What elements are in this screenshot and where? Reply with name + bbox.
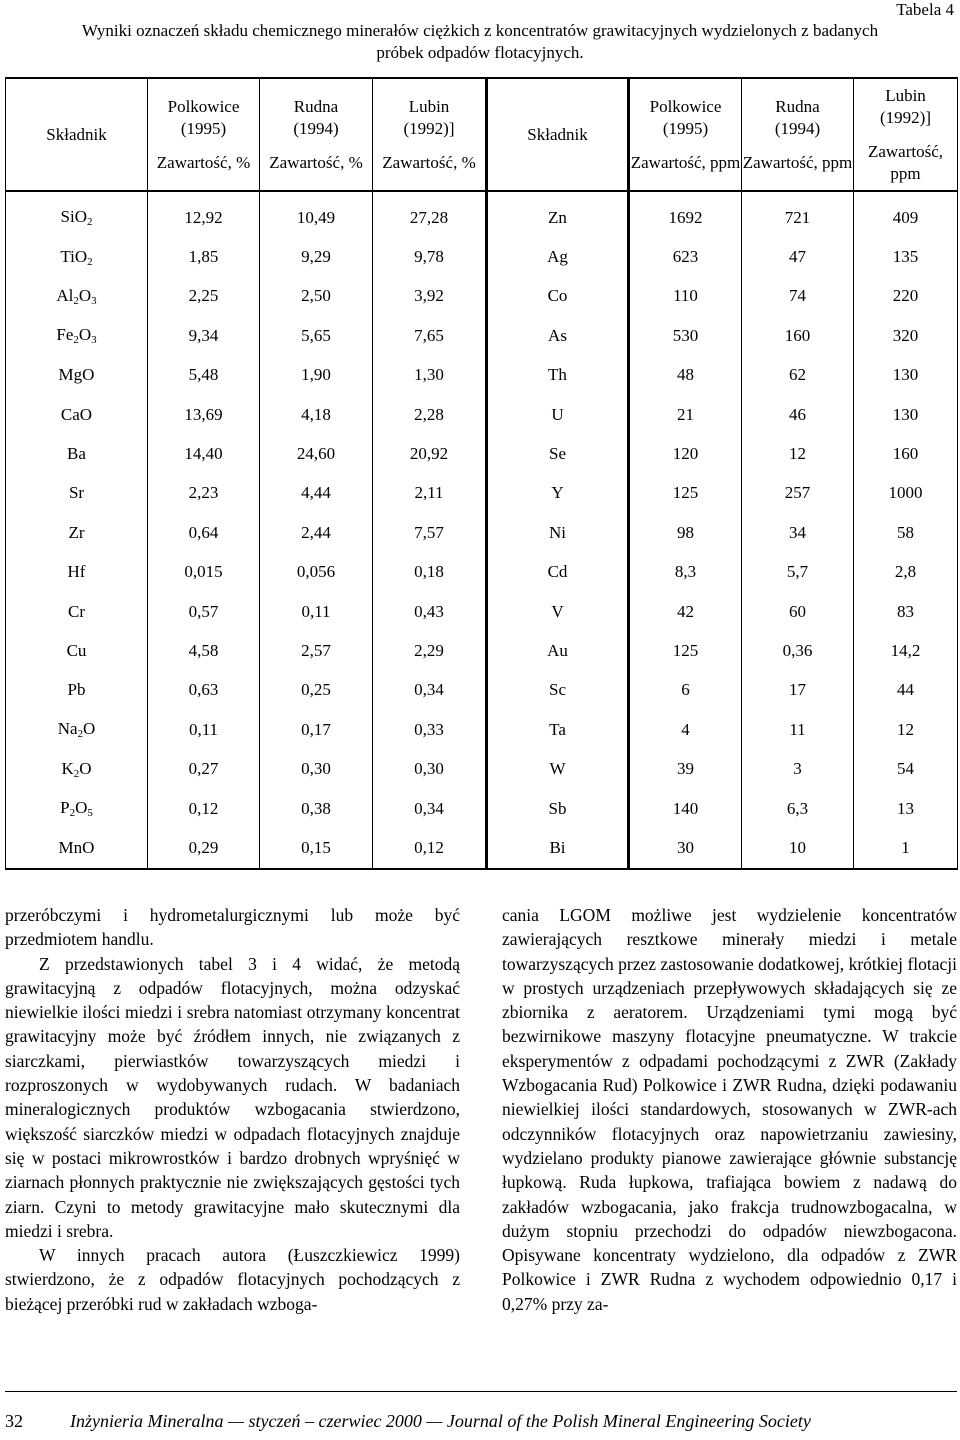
value-cell: 0,38 xyxy=(260,789,373,828)
component-cell: Co xyxy=(487,277,629,316)
value-cell: 0,64 xyxy=(148,513,260,552)
value-cell: 0,34 xyxy=(373,789,487,828)
component-cell: As xyxy=(487,316,629,355)
component-cell: Th xyxy=(487,356,629,395)
table-row xyxy=(6,592,958,631)
body-column-right xyxy=(502,903,957,1316)
value-cell: 58 xyxy=(854,513,958,552)
header-group: Polkowice (1995) Zawartość, ppm xyxy=(629,78,742,191)
value-cell: 10,49 xyxy=(260,191,373,237)
paragraph: W innych pracach autora (Łuszczkiewicz 1999) stwierdzono, że z odpadów flotacyjnych pochodzących z bieżącej przeróbki rud w zakładach wzboga- xyxy=(5,1245,460,1314)
value-cell: 62 xyxy=(742,356,854,395)
value-cell: 83 xyxy=(854,592,958,631)
header-group: Rudna (1994) Zawartość, ppm xyxy=(742,78,854,191)
component-cell: $Na_2O$ xyxy=(6,710,148,749)
paragraph: przeróbczymi i hydrometalurgicznymi lub może być przedmiotem handlu. xyxy=(5,905,460,950)
table-row xyxy=(6,356,958,395)
value-cell: 4,18 xyxy=(260,395,373,434)
value-cell: 2,44 xyxy=(260,513,373,552)
value-cell: 54 xyxy=(854,749,958,788)
component-cell: Au xyxy=(487,631,629,670)
value-cell: 130 xyxy=(854,356,958,395)
table-row xyxy=(6,316,958,355)
component-cell: Ba xyxy=(6,434,148,473)
value-cell: 4,44 xyxy=(260,474,373,513)
paragraph: Z przedstawionych tabel 3 i 4 widać, że metodą grawitacyjną z odpadów flotacyjnych, można odzyskać niewielkie ilości miedzi i srebra natomiast otrzymany koncentrat grawitacyjny może być źródłem innych, nie związanych z siarczkami, pierwiastków towarzyszących miedzi i rozproszonych w wydobywanych rudach. W badaniach mineralogicznych produktów wzbogacania stwierdzono, większość siarczków miedzi w odpadach flotacyjnych znajduje się w postaci mikrowrostków i bardzo drobnych wpryśnięć w ziarnach płonnych praktycznie nie zwiększających gęstości tych ziarn. Czyni to metody grawitacyjne mało skutecznymi dla miedzi i srebra. xyxy=(5,953,460,1241)
value-cell: 20,92 xyxy=(373,434,487,473)
value-cell: 10 xyxy=(742,828,854,868)
value-cell: 4,58 xyxy=(148,631,260,670)
value-cell: 2,23 xyxy=(148,474,260,513)
table-row xyxy=(6,789,958,828)
table-row xyxy=(6,553,958,592)
value-cell: 2,50 xyxy=(260,277,373,316)
component-cell: $Al_2O_3$ xyxy=(6,277,148,316)
value-cell: 0,11 xyxy=(148,710,260,749)
value-cell: 12 xyxy=(854,710,958,749)
table-row xyxy=(6,277,958,316)
table-row xyxy=(6,513,958,552)
component-cell: Ag xyxy=(487,237,629,276)
value-cell: 24,60 xyxy=(260,434,373,473)
header-group: Lubin (1992)] Zawartość, ppm xyxy=(854,78,958,191)
value-cell: 0,36 xyxy=(742,631,854,670)
table-row xyxy=(6,828,958,868)
component-cell: Zr xyxy=(6,513,148,552)
component-cell: U xyxy=(487,395,629,434)
table-row xyxy=(6,191,958,237)
value-cell: 5,65 xyxy=(260,316,373,355)
table-body xyxy=(6,191,958,869)
value-cell: 0,25 xyxy=(260,671,373,710)
table-row xyxy=(6,710,958,749)
value-cell: 2,11 xyxy=(373,474,487,513)
component-cell: Zn xyxy=(487,191,629,237)
value-cell: 11 xyxy=(742,710,854,749)
value-cell: 0,33 xyxy=(373,710,487,749)
value-cell: 0,30 xyxy=(373,749,487,788)
component-cell: Sr xyxy=(6,474,148,513)
page-number: 32 xyxy=(5,1411,23,1431)
header-component-right: Składnik xyxy=(487,78,629,191)
table-row xyxy=(6,395,958,434)
value-cell: 39 xyxy=(629,749,742,788)
component-cell: MnO xyxy=(6,828,148,868)
header-component-left: Składnik xyxy=(6,78,148,191)
value-cell: 135 xyxy=(854,237,958,276)
value-cell: 12,92 xyxy=(148,191,260,237)
component-cell: Cr xyxy=(6,592,148,631)
value-cell: 1,30 xyxy=(373,356,487,395)
value-cell: 0,43 xyxy=(373,592,487,631)
value-cell: 0,34 xyxy=(373,671,487,710)
component-cell: $K_2O$ xyxy=(6,749,148,788)
value-cell: 0,056 xyxy=(260,553,373,592)
table-row xyxy=(6,749,958,788)
header-group: Rudna (1994) Zawartość, % xyxy=(260,78,373,191)
value-cell: 160 xyxy=(854,434,958,473)
value-cell: 6,3 xyxy=(742,789,854,828)
value-cell: 320 xyxy=(854,316,958,355)
component-cell: Sb xyxy=(487,789,629,828)
value-cell: 14,2 xyxy=(854,631,958,670)
header-group: Lubin (1992)] Zawartość, % xyxy=(373,78,487,191)
value-cell: 120 xyxy=(629,434,742,473)
value-cell: 8,3 xyxy=(629,553,742,592)
component-cell: Ni xyxy=(487,513,629,552)
value-cell: 7,65 xyxy=(373,316,487,355)
value-cell: 13 xyxy=(854,789,958,828)
component-cell: TiO$_2$ xyxy=(6,237,148,276)
component-cell: Hf xyxy=(6,553,148,592)
value-cell: 0,015 xyxy=(148,553,260,592)
paragraph: cania LGOM możliwe jest wydzielenie koncentratów zawierających resztkowe minerały miedzi i metale towarzyszących przez zastosowanie dodatkowej, krótkiej flotacji w prostych urządzeniach przepływowych składających się ze zbiornika z aeratorem. Urządzeniami tymi mogą być bezwirnikowe maszyny flotacyjne pneumatyczne. W trakcie eksperymentów z odpadami pochodzącymi z ZWR (Zakłady Wzbogacania Rud) Polkowice i ZWR Rudna, dzięki podawaniu niewielkiej ilości standardowych, stosowanych w ZWR-ach odczynników flotacyjnych oraz napowietrzaniu zawiesiny, wydzielano produkty pianowe zawierające głównie substancję łupkową. Ruda łupkowa, trafiająca bowiem z nadawą do zakładów wzbogacania, jako frakcja trudnowzbogacalna, w dużym stopniu przechodzi do odpadów niewzbogacona. Opisywane koncentraty wydzielono, dla odpadów z ZWR Polkowice i ZWR Rudna z wychodem odpowiednio 0,17 i 0,27% przy za- xyxy=(502,905,957,1314)
component-cell: Sc xyxy=(487,671,629,710)
table-header xyxy=(6,78,958,191)
value-cell: 125 xyxy=(629,474,742,513)
value-cell: 0,11 xyxy=(260,592,373,631)
value-cell: 48 xyxy=(629,356,742,395)
value-cell: 44 xyxy=(854,671,958,710)
value-cell: 5,7 xyxy=(742,553,854,592)
value-cell: 13,69 xyxy=(148,395,260,434)
value-cell: 21 xyxy=(629,395,742,434)
value-cell: 0,18 xyxy=(373,553,487,592)
component-cell: Se xyxy=(487,434,629,473)
journal-footer: Inżynieria Mineralna — styczeń – czerwiec 2000 — Journal of the Polish Mineral Engineering Society xyxy=(70,1411,811,1431)
table-row xyxy=(6,237,958,276)
value-cell: 0,12 xyxy=(148,789,260,828)
value-cell: 9,34 xyxy=(148,316,260,355)
value-cell: 110 xyxy=(629,277,742,316)
value-cell: 1,90 xyxy=(260,356,373,395)
value-cell: 140 xyxy=(629,789,742,828)
value-cell: 9,78 xyxy=(373,237,487,276)
value-cell: 0,27 xyxy=(148,749,260,788)
value-cell: 0,30 xyxy=(260,749,373,788)
value-cell: 0,15 xyxy=(260,828,373,868)
value-cell: 9,29 xyxy=(260,237,373,276)
value-cell: 721 xyxy=(742,191,854,237)
table-row xyxy=(6,631,958,670)
component-cell: Y xyxy=(487,474,629,513)
value-cell: 0,57 xyxy=(148,592,260,631)
value-cell: 2,29 xyxy=(373,631,487,670)
composition-table xyxy=(5,77,958,870)
body-column-left xyxy=(5,903,460,1316)
component-cell: Bi xyxy=(487,828,629,868)
value-cell: 3,92 xyxy=(373,277,487,316)
value-cell: 2,28 xyxy=(373,395,487,434)
component-cell: Cd xyxy=(487,553,629,592)
caption-line-1: Wyniki oznaczeń składu chemicznego minerałów ciężkich z koncentratów grawitacyjnych wydzielonych z badanych xyxy=(81,21,879,40)
value-cell: 1 xyxy=(854,828,958,868)
value-cell: 5,48 xyxy=(148,356,260,395)
value-cell: 125 xyxy=(629,631,742,670)
component-cell: Pb xyxy=(6,671,148,710)
value-cell: 160 xyxy=(742,316,854,355)
value-cell: 27,28 xyxy=(373,191,487,237)
component-cell: SiO$_2$ xyxy=(6,191,148,237)
caption-line-2: próbek odpadów flotacyjnych. xyxy=(376,43,584,62)
table-row xyxy=(6,434,958,473)
header-group: Polkowice (1995) Zawartość, % xyxy=(148,78,260,191)
value-cell: 98 xyxy=(629,513,742,552)
value-cell: 47 xyxy=(742,237,854,276)
table-row xyxy=(6,474,958,513)
table-caption xyxy=(0,20,960,64)
value-cell: 2,8 xyxy=(854,553,958,592)
value-cell: 623 xyxy=(629,237,742,276)
value-cell: 0,63 xyxy=(148,671,260,710)
component-cell: Cu xyxy=(6,631,148,670)
value-cell: 74 xyxy=(742,277,854,316)
component-cell: CaO xyxy=(6,395,148,434)
value-cell: 1,85 xyxy=(148,237,260,276)
value-cell: 12 xyxy=(742,434,854,473)
footer-rule xyxy=(5,1391,957,1392)
value-cell: 30 xyxy=(629,828,742,868)
value-cell: 257 xyxy=(742,474,854,513)
component-cell: V xyxy=(487,592,629,631)
value-cell: 6 xyxy=(629,671,742,710)
value-cell: 0,12 xyxy=(373,828,487,868)
value-cell: 3 xyxy=(742,749,854,788)
value-cell: 7,57 xyxy=(373,513,487,552)
value-cell: 17 xyxy=(742,671,854,710)
component-cell: $P_2O_5$ xyxy=(6,789,148,828)
value-cell: 2,25 xyxy=(148,277,260,316)
component-cell: W xyxy=(487,749,629,788)
value-cell: 409 xyxy=(854,191,958,237)
component-cell: Ta xyxy=(487,710,629,749)
value-cell: 14,40 xyxy=(148,434,260,473)
value-cell: 1692 xyxy=(629,191,742,237)
value-cell: 46 xyxy=(742,395,854,434)
value-cell: 220 xyxy=(854,277,958,316)
value-cell: 530 xyxy=(629,316,742,355)
value-cell: 2,57 xyxy=(260,631,373,670)
value-cell: 0,29 xyxy=(148,828,260,868)
value-cell: 42 xyxy=(629,592,742,631)
value-cell: 34 xyxy=(742,513,854,552)
value-cell: 130 xyxy=(854,395,958,434)
value-cell: 4 xyxy=(629,710,742,749)
value-cell: 60 xyxy=(742,592,854,631)
component-cell: MgO xyxy=(6,356,148,395)
value-cell: 1000 xyxy=(854,474,958,513)
value-cell: 0,17 xyxy=(260,710,373,749)
table-label: Tabela 4 xyxy=(896,0,954,19)
table-row xyxy=(6,671,958,710)
component-cell: $Fe_2O_3$ xyxy=(6,316,148,355)
